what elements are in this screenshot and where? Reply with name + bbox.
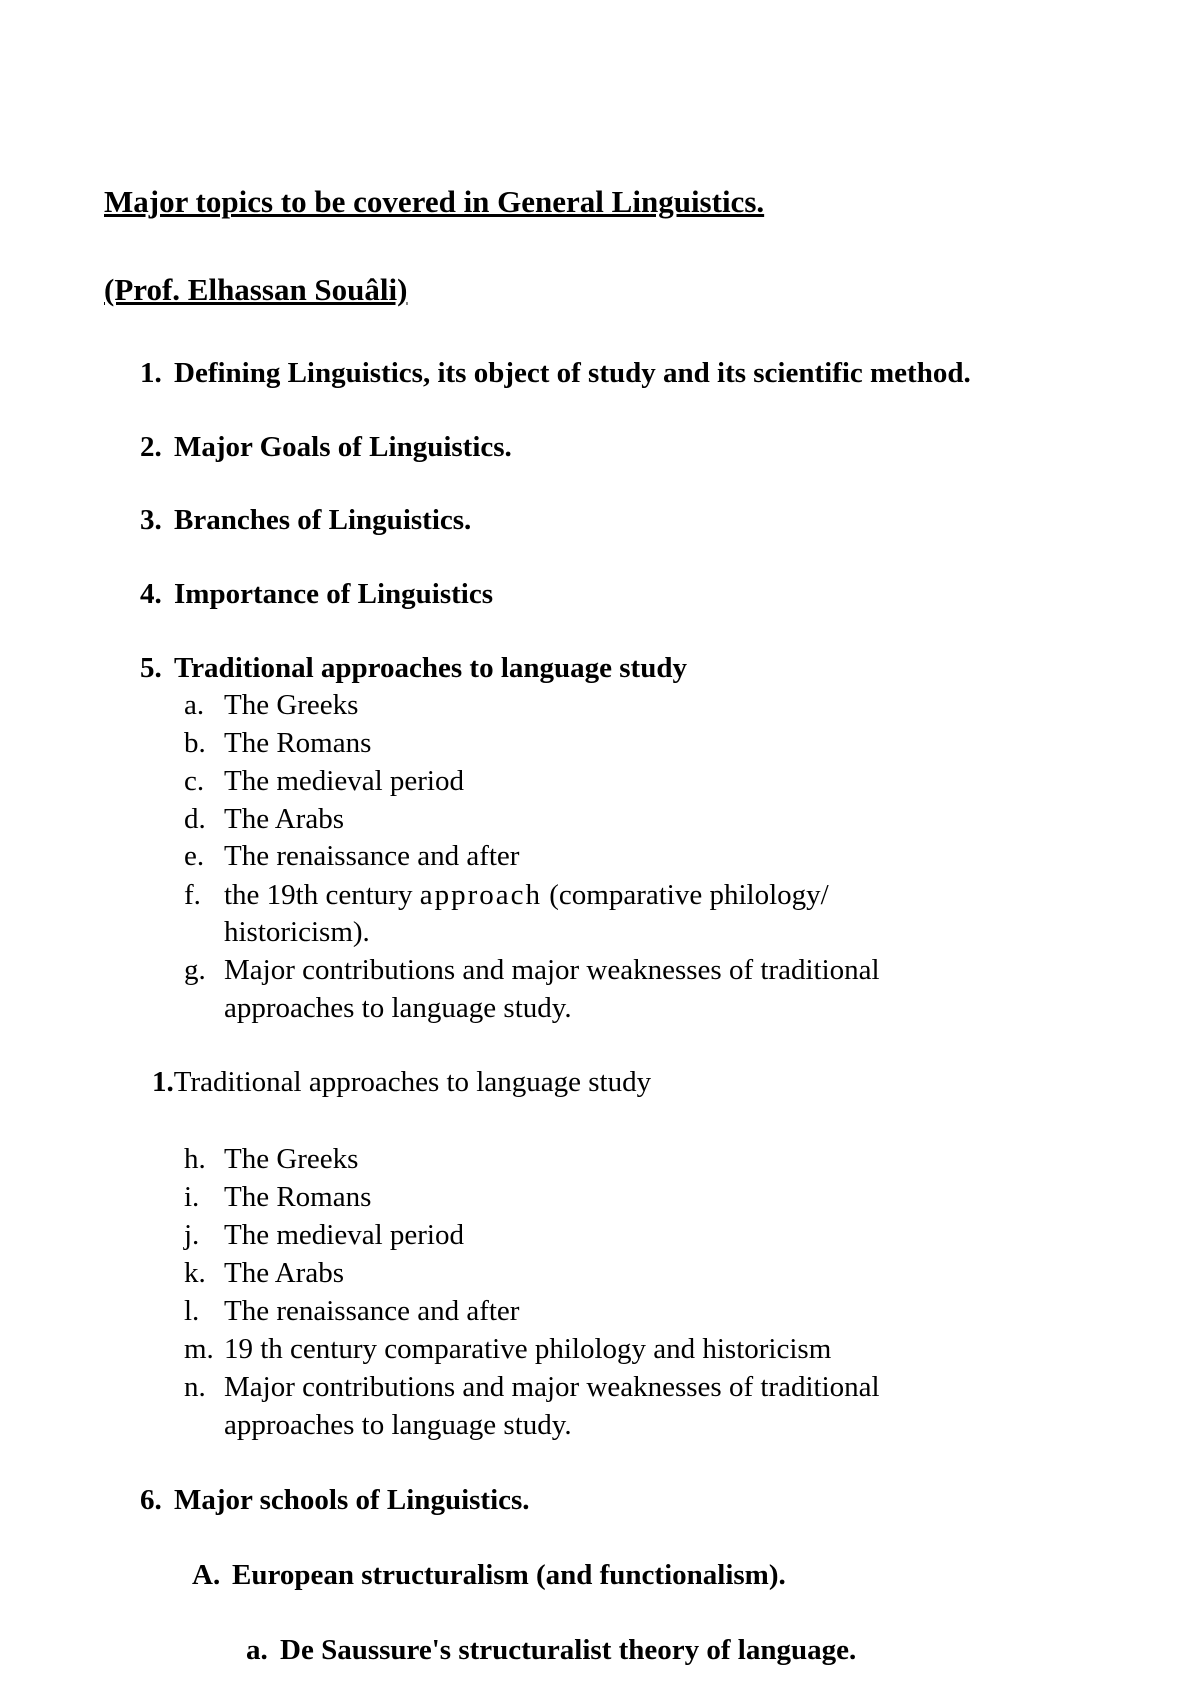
topic-number: 4. [140,578,162,610]
repeat-heading-text: Traditional approaches to language study [173,1066,652,1098]
topic-4 [140,576,493,612]
topic-number: 6. [140,1484,162,1516]
list-marker: b. [184,727,206,759]
list-item-k [184,1255,344,1291]
list-text-post: (comparative philology/ [549,879,829,911]
list-item-n-continuation: approaches to language study. [224,1409,572,1441]
list-item-l [184,1293,519,1329]
list-text: Major contributions and major weaknesses of traditional [224,954,880,986]
list-text: The medieval period [224,765,464,797]
list-marker: e. [184,840,205,872]
list-text-pre: the 19th century [224,879,413,911]
topic-text: Branches of Linguistics. [174,504,472,536]
topic-number: 2. [140,431,162,463]
list-item-a [184,687,358,723]
list-item-f-continuation: historicism). [224,916,370,948]
list-text: The renaissance and after [224,1295,520,1327]
list-text: The medieval period [224,1219,464,1251]
list-text: The Romans [224,727,372,759]
topic-3 [140,502,471,538]
list-text: The Greeks [224,1143,359,1175]
topic-number: 3. [140,504,162,536]
subsection-a [246,1632,856,1668]
topic-2 [140,429,512,465]
list-marker: j. [184,1219,200,1251]
list-marker: f. [184,879,201,911]
topic-text: Major schools of Linguistics. [174,1484,530,1516]
topic-number: 5. [140,652,162,684]
list-item-e [184,838,519,874]
list-item-i [184,1179,371,1215]
list-marker: m. [184,1333,214,1365]
list-text: Major contributions and major weaknesses of traditional [224,1371,880,1403]
list-item-g [184,952,880,988]
list-marker: h. [184,1143,206,1175]
list-text: 19 th century comparative philology and historicism [224,1333,832,1365]
topic-text: Importance of Linguistics [174,578,493,610]
subsection-marker: A. [192,1559,221,1591]
list-item-c [184,763,464,799]
list-item-f [184,877,829,913]
list-text: The Romans [224,1181,372,1213]
list-marker: g. [184,954,206,986]
subsection-text: De Saussure's structuralist theory of language. [280,1634,857,1666]
list-marker: d. [184,803,206,835]
document-title: Major topics to be covered in General Linguistics. [104,184,765,219]
list-item-b [184,725,371,761]
list-text: The Arabs [224,803,344,835]
topic-text: Traditional approaches to language study [174,652,687,684]
list-text: The Arabs [224,1257,344,1289]
list-marker: l. [184,1295,200,1327]
list-marker: a. [184,689,205,721]
repeat-heading [152,1064,651,1100]
list-item-n [184,1369,880,1405]
subsection-marker: a. [246,1634,268,1666]
repeat-heading-number: 1. [152,1066,174,1098]
list-text-spaced: approach [419,879,542,911]
topic-6 [140,1482,530,1518]
list-text: The Greeks [224,689,359,721]
topic-text: Defining Linguistics, its object of study and its scientific method. [174,357,971,389]
topic-1 [140,355,971,391]
list-marker: c. [184,765,205,797]
topic-text: Major Goals of Linguistics. [174,431,512,463]
list-marker: n. [184,1371,206,1403]
list-item-h [184,1141,358,1177]
list-marker: i. [184,1181,200,1213]
subsection-text: European structuralism (and functionalism). [232,1559,786,1591]
list-item-d [184,801,344,837]
list-text: The renaissance and after [224,840,520,872]
topic-number: 1. [140,357,162,389]
list-marker: k. [184,1257,206,1289]
subsection-A [192,1557,786,1593]
list-item-g-continuation: approaches to language study. [224,992,572,1024]
topic-5 [140,650,687,686]
document-author: (Prof. Elhassan Souâli) [104,272,408,307]
list-item-m [184,1331,831,1367]
list-item-j [184,1217,464,1253]
